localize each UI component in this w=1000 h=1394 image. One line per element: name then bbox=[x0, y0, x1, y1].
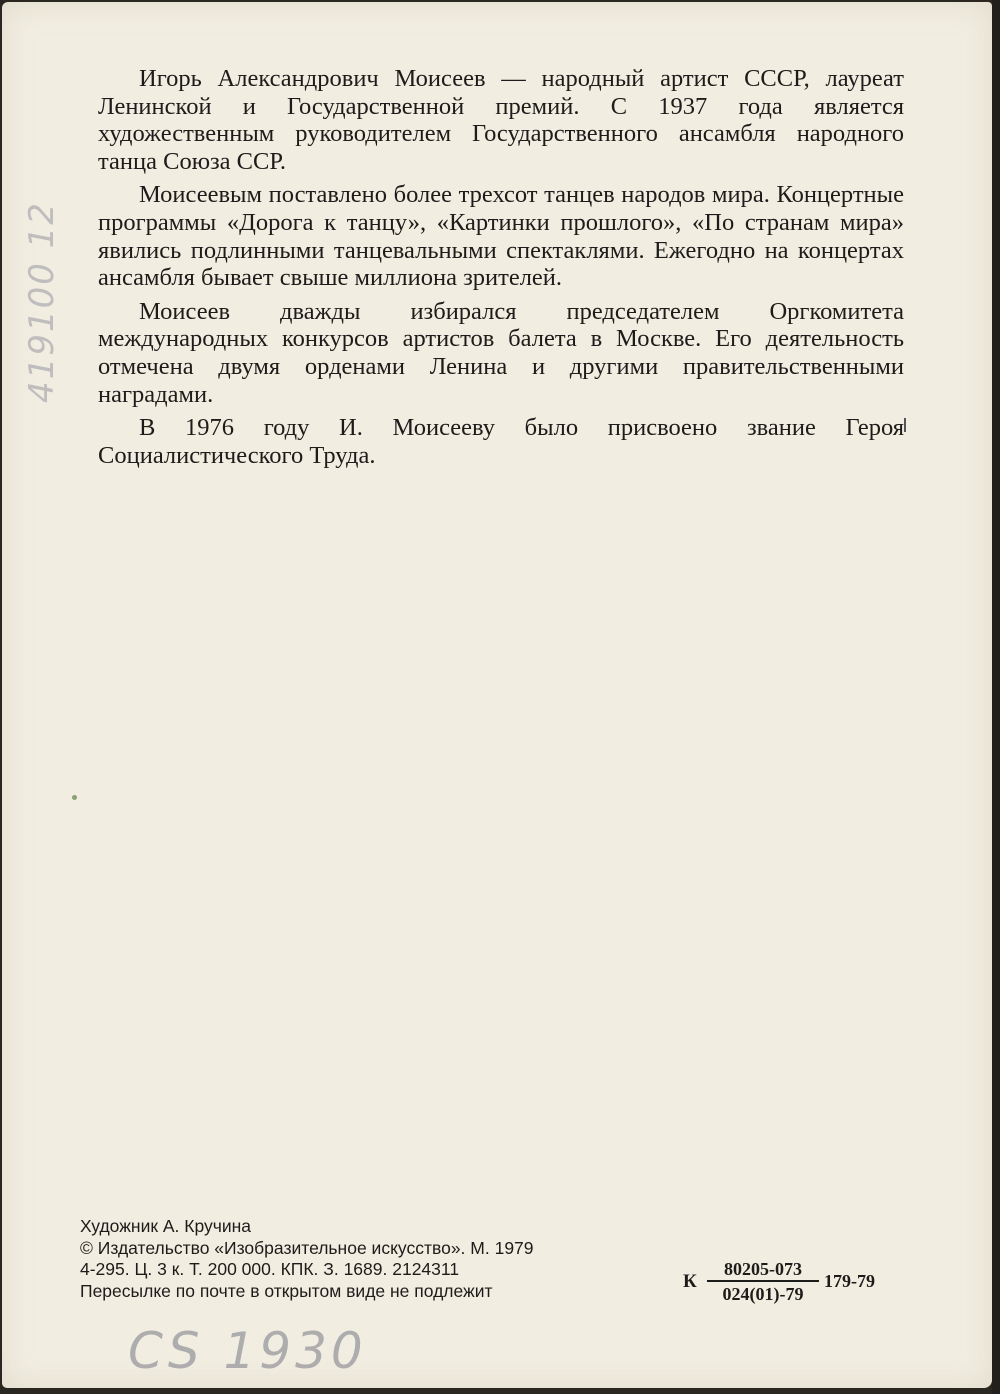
mail-note: Пересылке по почте в открытом виде не подлежит bbox=[80, 1280, 493, 1301]
biography-text bbox=[98, 65, 904, 475]
paragraph-2: Моисеевым поставлено более трехсот танцев народов мира. Концертные программы «Дорога к танцу», «Картинки прошлого», «По странам мира» явились подлинными танцевальными спектаклями. Ежегодно на концертах ансамбля бывает свыше миллиона зрителей. bbox=[98, 181, 904, 292]
pencil-mark bbox=[904, 418, 906, 432]
paragraph-1: Игорь Александрович Моисеев — народный артист СССР, лауреат Ленинской и Государственной премий. С 1937 года является художественным руководителем Государственного ансамбля народного танца Союза ССР. bbox=[98, 65, 904, 175]
handwritten-catalog-number: CS 1930 bbox=[128, 1322, 367, 1380]
index-denominator: 024(01)-79 bbox=[722, 1284, 804, 1304]
index-fraction bbox=[707, 1259, 819, 1306]
publisher-line: © Издательство «Изобразительное искусство». М. 1979 bbox=[80, 1237, 534, 1258]
index-numerator: 80205-073 bbox=[707, 1259, 819, 1282]
paragraph-4: В 1976 году И. Моисееву было присвоено звание Героя Социалистического Труда. bbox=[98, 414, 904, 469]
handwritten-vertical-text: 419100 12 bbox=[22, 201, 62, 403]
index-letter: К bbox=[683, 1271, 697, 1292]
index-suffix: 179-79 bbox=[824, 1271, 875, 1291]
postcard-back bbox=[2, 2, 992, 1388]
catalog-index bbox=[683, 1259, 913, 1315]
paper-speck bbox=[72, 795, 77, 800]
print-info: 4-295. Ц. 3 к. Т. 200 000. КПК. З. 1689. 2124311 bbox=[80, 1259, 460, 1279]
artist-credit: Художник А. Кручина bbox=[80, 1216, 252, 1236]
scan-edge bbox=[992, 0, 1000, 1394]
paragraph-3: Моисеев дважды избирался председателем Оргкомитета международных конкурсов артистов балета в Москве. Его деятельность отмечена двумя орденами Ленина и другими правительственными наградами. bbox=[98, 297, 904, 408]
imprint-block bbox=[80, 1216, 680, 1302]
handwritten-vertical-note bbox=[22, 112, 62, 492]
